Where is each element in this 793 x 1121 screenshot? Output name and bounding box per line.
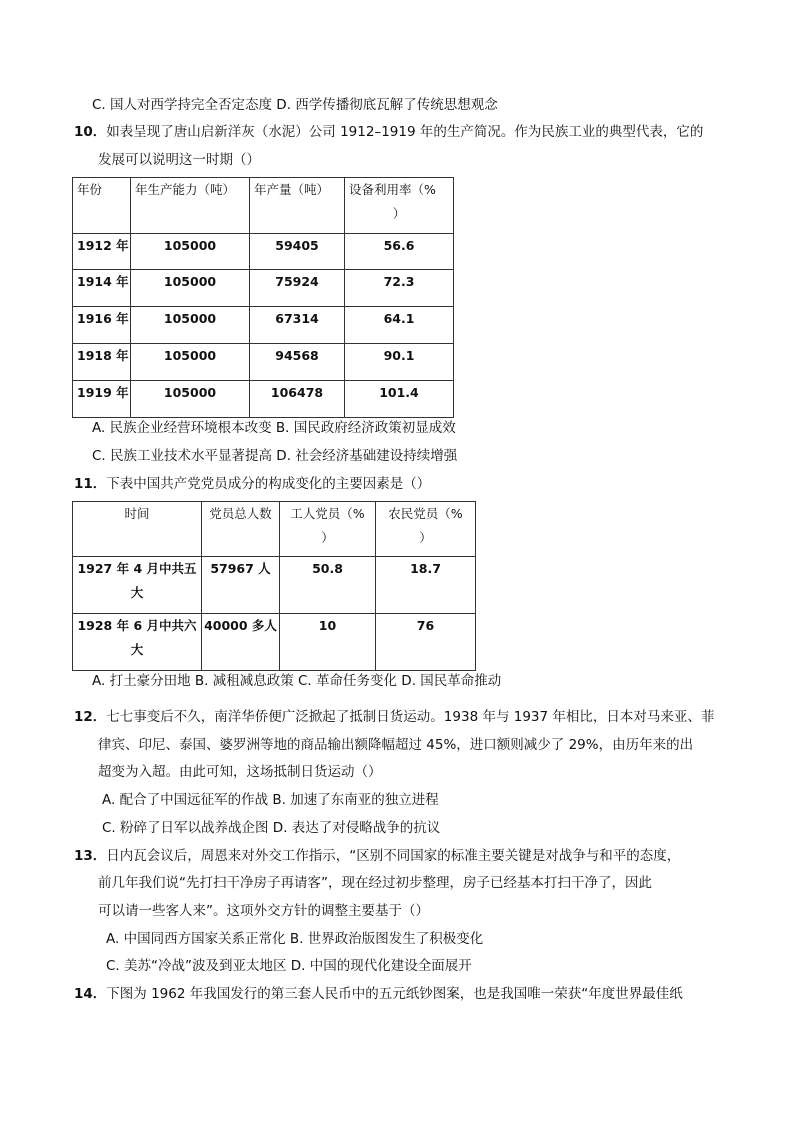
q13-stem-line3: 可以请一些客人来”。这项外交方针的调整主要基于（） [98,903,429,919]
q10-cell-utilization: 56.6 [345,234,454,270]
q11-cell-worker: 50.8 [280,557,376,614]
q11-cell-time-line1: 1927 年 4 月中共五 [77,561,197,576]
q11-cell-time-line2: 大 [130,642,144,657]
q10-cell-utilization: 72.3 [345,270,454,307]
q12-options-cd: C. 粉碎了日军以战养战企图 D. 表达了对侵略战争的抗议 [102,820,441,836]
table-row [73,234,454,270]
q13-number: 13． [74,848,107,864]
q11-header-farmer-line1: 农民党员（% [388,506,463,521]
q10-cell-output: 75924 [250,270,345,307]
q13-options-cd: C. 美苏“冷战”波及到亚太地区 D. 中国的现代化建设全面展开 [106,958,472,974]
q11-header-farmer-line2: ） [419,530,432,545]
q10-cell-utilization: 90.1 [345,344,454,381]
table-row [73,344,454,381]
q10-stem-line1 [74,122,703,142]
q10-options-cd: C. 民族工业技术水平显著提高 D. 社会经济基础建设持续增强 [92,448,458,464]
q14-number: 14． [74,986,107,1002]
q13-options-ab: A. 中国同西方国家关系正常化 B. 世界政治版图发生了积极变化 [106,931,484,947]
q10-header-utilization-line1: 设备利用率（% [349,182,436,197]
q13-stem-line2: 前几年我们说“先打扫干净房子再请客”，现在经过初步整理，房子已经基本打扫干净了，因此 [98,875,652,891]
q12-stem-line3: 超变为入超。由此可知，这场抵制日货运动（） [98,764,382,780]
table-row [73,557,476,614]
q10-cell-capacity: 105000 [131,307,250,344]
q10-cell-year: 1916 年 [73,307,131,344]
q11-cell-time-line2: 大 [130,585,144,600]
q11-cell-total: 57967 人 [202,557,280,614]
q10-table [72,177,454,418]
q10-cell-utilization: 64.1 [345,307,454,344]
q11-stem-text: 下表中国共产党党员成分的构成变化的主要因素是（） [106,476,431,492]
q11-cell-time-line1: 1928 年 6 月中共六 [77,618,197,633]
q11-cell-total: 40000 多人 [202,614,280,671]
q11-header-worker [280,502,376,557]
q10-cell-output: 67314 [250,307,345,344]
q11-cell-farmer: 18.7 [376,557,476,614]
q11-header-total: 党员总人数 [202,502,280,557]
q13-stem-line1 [74,846,680,866]
q10-header-year: 年份 [73,178,131,234]
q10-options-ab: A. 民族企业经营环境根本改变 B. 国民政府经济政策初显成效 [92,420,456,436]
q10-cell-output: 59405 [250,234,345,270]
q11-header-farmer [376,502,476,557]
q11-header-time: 时间 [73,502,202,557]
table-row [73,307,454,344]
q10-cell-output: 94568 [250,344,345,381]
q10-cell-capacity: 105000 [131,344,250,381]
q10-cell-year: 1914 年 [73,270,131,307]
q11-header-worker-line1: 工人党员（% [290,506,365,521]
q12-number: 12． [74,709,107,725]
q10-header-output: 年产量（吨） [250,178,345,234]
q10-number: 10． [74,124,107,140]
q12-stem-line2: 律宾、印尼、泰国、婆罗洲等地的商品输出额降幅超过 45%，进口额则减少了 29%，由历年来的出 [98,737,694,753]
q12-stem-text: 七七事变后不久，南洋华侨便广泛掀起了抵制日货运动。1938 年与 1937 年相比，日本对马来亚、菲 [106,709,715,725]
q10-cell-utilization: 101.4 [345,381,454,418]
q10-header-capacity: 年生产能力（吨） [131,178,250,234]
q10-cell-year: 1919 年 [73,381,131,418]
q11-stem [74,474,430,494]
q10-cell-output: 106478 [250,381,345,418]
q13-stem-text: 日内瓦会议后，周恩来对外交工作指示，“区别不同国家的标准主要关键是对战争与和平的态度， [106,848,681,864]
q11-table [72,501,476,671]
q12-options-ab: A. 配合了中国远征军的作战 B. 加速了东南亚的独立进程 [102,792,439,808]
q11-header-worker-line2: ） [321,530,334,545]
q11-cell-worker: 10 [280,614,376,671]
q12-stem-line1 [74,707,714,727]
q11-number: 11． [74,476,107,492]
q11-cell-time [73,557,202,614]
q11-cell-time [73,614,202,671]
q10-cell-year: 1912 年 [73,234,131,270]
q10-header-utilization [345,178,454,234]
q10-stem-text: 如表呈现了唐山启新洋灰（水泥）公司 1912–1919 年的生产简况。作为民族工业的典型代表，它的 [106,124,704,140]
q10-stem-line2: 发展可以说明这一时期（） [98,152,260,168]
q10-cell-capacity: 105000 [131,234,250,270]
q9-options-cd: C. 国人对西学持完全否定态度 D. 西学传播彻底瓦解了传统思想观念 [92,97,498,113]
table-row [73,381,454,418]
q10-cell-capacity: 105000 [131,270,250,307]
table-row [73,270,454,307]
q11-cell-farmer: 76 [376,614,476,671]
q14-stem-text: 下图为 1962 年我国发行的第三套人民币中的五元纸钞图案，也是我国唯一荣获“年度世界最佳纸 [106,986,683,1002]
q10-cell-year: 1918 年 [73,344,131,381]
q10-cell-capacity: 105000 [131,381,250,418]
q14-stem-line1 [74,984,683,1004]
q11-options: A. 打土豪分田地 B. 减租减息政策 C. 革命任务变化 D. 国民革命推动 [92,673,502,689]
q10-header-utilization-line2: ） [392,206,406,221]
table-row [73,614,476,671]
